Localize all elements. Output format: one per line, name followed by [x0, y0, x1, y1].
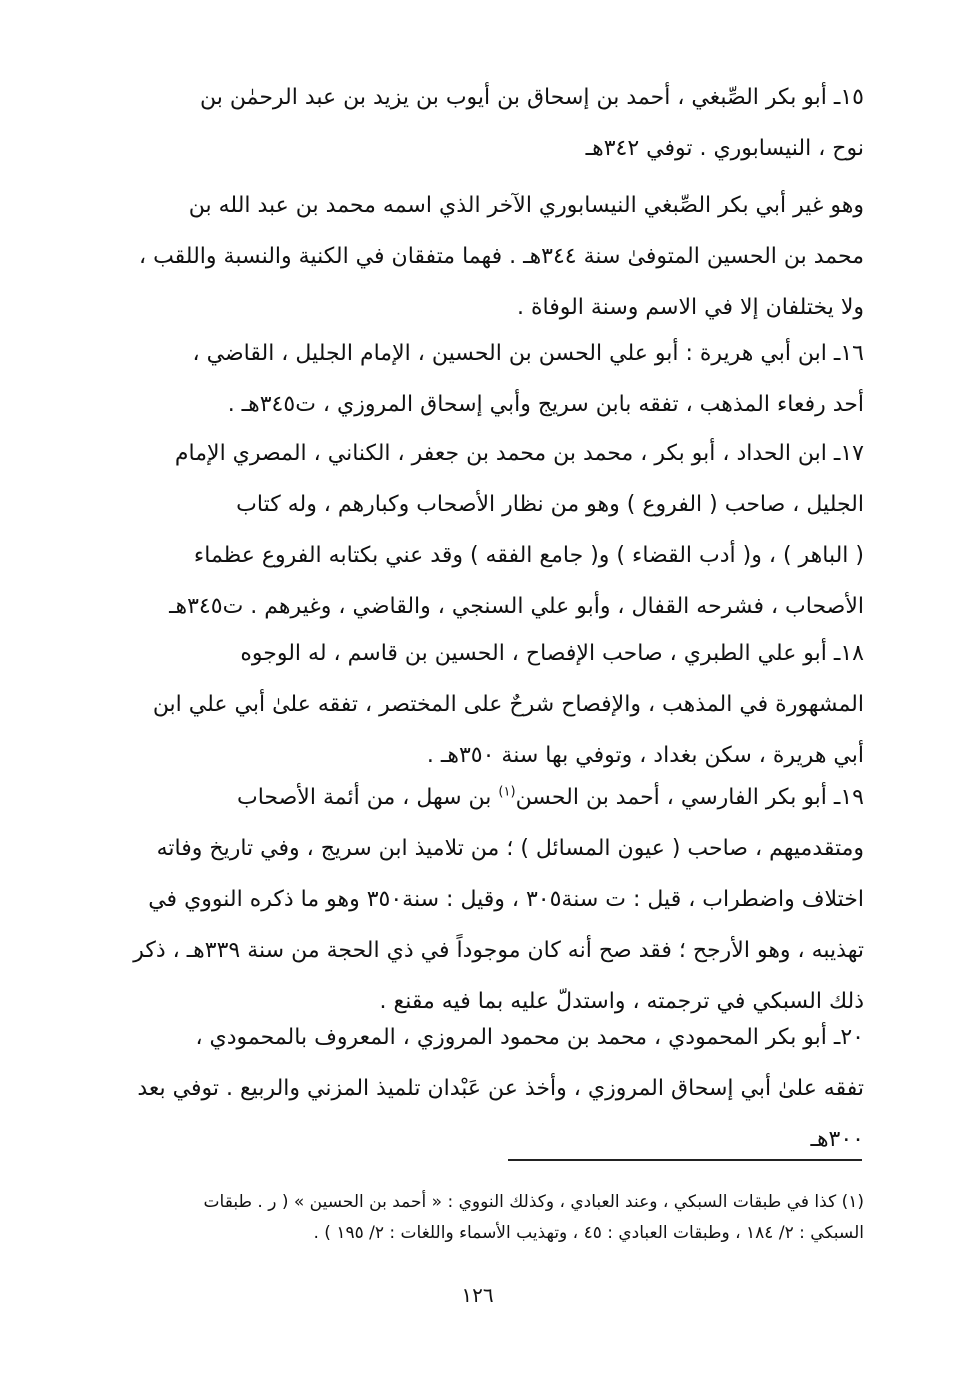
footnote-separator: [508, 1159, 862, 1161]
footnote-line: السبكي : ٢/ ١٨٤ ، وطبقات العبادي : ٤٥ ، وتهذيب الأسماء واللغات : ٢/ ١٩٥ ) .: [313, 1223, 864, 1243]
footnote-line: (١) كذا في طبقات السبكي ، وعند العبادي ، وكذلك النووي : « أحمد بن الحسين » ( ر . طبقات: [203, 1192, 864, 1212]
text-line: ١٥ـ أبو بكر الصِّبغي ، أحمد بن إسحاق بن أيوب بن يزيد بن عبد الرحمٰن بن: [199, 85, 864, 110]
text-line: المشهورة في المذهب ، والإفصاح شرحٌ على المختصر ، تفقه علىٰ أبي علي ابن: [152, 692, 864, 717]
text-line: ومتقدميهم ، صاحب ( عيون المسائل ) ؛ من تلاميذ ابن سريج ، وفي تاريخ وفاته: [156, 836, 864, 861]
page-number: ١٢٦: [461, 1283, 494, 1307]
text-line: ( الباهر ) ، و( أدب القضاء ) و( جامع الفقه ) وقد عني بكتابه الفروع عظماء: [193, 543, 864, 568]
text-line: اختلاف واضطراب ، قيل : ت سنة٣٠٥ ، وقيل : سنة٣٥٠ وهو ما ذكره النووي في: [148, 887, 864, 912]
entry-19-paragraph: [92, 772, 864, 1027]
text-line: ١٦ـ ابن أبي هريرة : أبو علي الحسن بن الحسين ، الإمام الجليل ، القاضي ،: [192, 341, 864, 366]
text-line: الجليل ، صاحب ( الفروع ) وهو من نظار الأصحاب وكبارهم ، وله كتاب: [236, 492, 864, 517]
text-line: محمد بن الحسين المتوفىٰ سنة ٣٤٤هـ . فهما متفقان في الكنية والنسبة واللقب ،: [138, 244, 864, 269]
entry-20-paragraph: [92, 1012, 864, 1165]
entry-15-paragraph: [92, 72, 864, 174]
entry-17-paragraph: [92, 428, 864, 632]
note-paragraph: [92, 180, 864, 333]
entry-18-paragraph: [92, 628, 864, 781]
text-line: ٣٠٠هـ: [810, 1127, 864, 1152]
text-line: الأصحاب ، فشرحه القفال ، وأبو علي السنجي ، والقاضي ، وغيرهم . ت٣٤٥هـ: [169, 594, 864, 619]
entry-16-paragraph: [92, 328, 864, 430]
footnote: [92, 1187, 864, 1249]
text-line: ٢٠ـ أبو بكر المحمودي ، محمد بن محمود المروزي ، المعروف بالمحمودي ،: [195, 1025, 864, 1050]
text-line: أبي هريرة ، سكن بغداد ، وتوفي بها سنة ٣٥٠هـ .: [426, 743, 864, 768]
text-line: [92, 772, 864, 823]
text-line: تهذيبه ، وهو الأرجح ؛ فقد صح أنه كان موجوداً في ذي الحجة من سنة ٣٣٩هـ ، ذكر: [133, 938, 864, 963]
text-segment: بن سهل ، من أئمة الأصحاب: [237, 785, 499, 810]
text-line: ولا يختلفان إلا في الاسم وسنة الوفاة .: [516, 295, 864, 320]
text-line: ١٨ـ أبو علي الطبري ، صاحب الإفصاح ، الحسين بن قاسم ، له الوجوه: [240, 641, 864, 666]
text-line: وهو غير أبي بكر الصِّبغي النيسابوري الآخر الذي اسمه محمد بن عبد الله بن: [188, 193, 864, 218]
footnote-marker: (١): [498, 784, 516, 800]
text-line: تفقه علىٰ أبي إسحاق المروزي ، وأخذ عن عَبْدان تلميذ المزني والربيع . توفي بعد: [137, 1076, 864, 1101]
text-segment: ١٩ـ أبو بكر الفارسي ، أحمد بن الحسن: [515, 785, 864, 810]
text-line: ١٧ـ ابن الحداد ، أبو بكر ، محمد بن محمد بن جعفر ، الكناني ، المصري الإمام: [174, 441, 864, 466]
text-line: ذلك السبكي في ترجمته ، واستدلّ عليه بما فيه مقنع .: [379, 989, 864, 1014]
text-line: أحد رفعاء المذهب ، تفقه بابن سريج وأبي إسحاق المروزي ، ت٣٤٥هـ .: [227, 392, 864, 417]
text-line: نوح ، النيسابوري . توفي ٣٤٢هـ: [585, 136, 864, 161]
